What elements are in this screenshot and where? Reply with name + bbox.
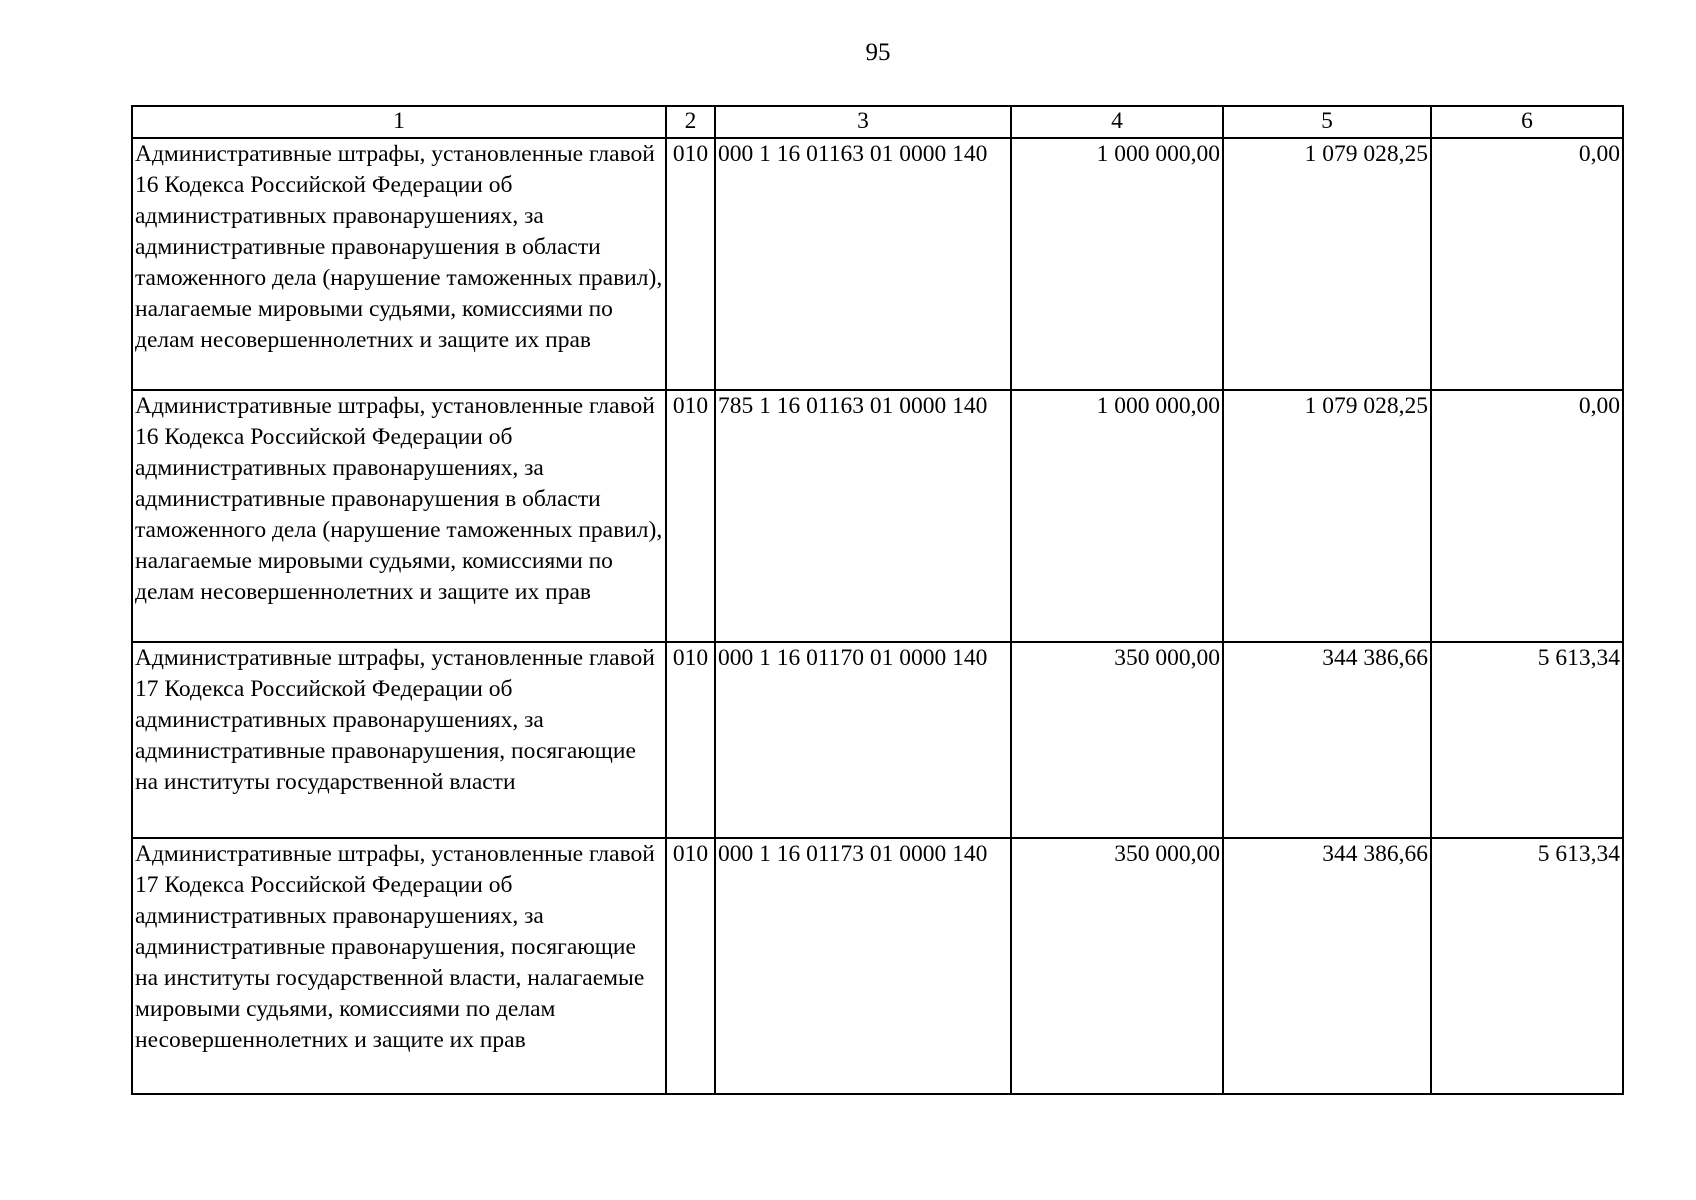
table-row (132, 838, 1623, 1094)
row-admin-code: 010 (666, 838, 715, 1094)
row-budget-code: 000 1 16 01170 01 0000 140 (715, 642, 1011, 838)
column-header-3: 3 (715, 106, 1011, 138)
row-budget-code: 000 1 16 01173 01 0000 140 (715, 838, 1011, 1094)
row-approved-amount: 350 000,00 (1011, 642, 1223, 838)
row-description: Административные штрафы, установленные главой 17 Кодекса Российской Федерации об административных правонарушениях, за административные правонарушения, посягающие на институты государственной власти, налагаемые мировыми судьями, комиссиями по делам несовершеннолетних и защите их прав (132, 838, 666, 1094)
row-executed-amount: 344 386,66 (1223, 642, 1431, 838)
row-executed-amount: 1 079 028,25 (1223, 390, 1431, 642)
column-header-4: 4 (1011, 106, 1223, 138)
row-admin-code: 010 (666, 138, 715, 390)
row-admin-code: 010 (666, 390, 715, 642)
table-row (132, 642, 1623, 838)
row-approved-amount: 1 000 000,00 (1011, 390, 1223, 642)
row-admin-code: 010 (666, 642, 715, 838)
row-description: Административные штрафы, установленные главой 17 Кодекса Российской Федерации об административных правонарушениях, за административные правонарушения, посягающие на институты государственной власти (132, 642, 666, 838)
column-number-row (132, 106, 1623, 138)
row-unexecuted-amount: 5 613,34 (1431, 838, 1623, 1094)
row-budget-code: 785 1 16 01163 01 0000 140 (715, 390, 1011, 642)
table-row (132, 390, 1623, 642)
row-unexecuted-amount: 0,00 (1431, 390, 1623, 642)
column-header-1: 1 (132, 106, 666, 138)
row-description: Административные штрафы, установленные главой 16 Кодекса Российской Федерации об административных правонарушениях, за административные правонарушения в области таможенного дела (нарушение таможенных правил), налагаемые мировыми судьями, комиссиями по делам несовершеннолетних и защите их прав (132, 390, 666, 642)
row-description: Административные штрафы, установленные главой 16 Кодекса Российской Федерации об административных правонарушениях, за административные правонарушения в области таможенного дела (нарушение таможенных правил), налагаемые мировыми судьями, комиссиями по делам несовершеннолетних и защите их прав (132, 138, 666, 390)
row-budget-code: 000 1 16 01163 01 0000 140 (715, 138, 1011, 390)
row-executed-amount: 1 079 028,25 (1223, 138, 1431, 390)
table-row (132, 138, 1623, 390)
column-header-2: 2 (666, 106, 715, 138)
row-approved-amount: 350 000,00 (1011, 838, 1223, 1094)
budget-revenue-table (131, 105, 1624, 1095)
row-approved-amount: 1 000 000,00 (1011, 138, 1223, 390)
page-number: 95 (865, 39, 891, 66)
row-unexecuted-amount: 5 613,34 (1431, 642, 1623, 838)
row-executed-amount: 344 386,66 (1223, 838, 1431, 1094)
row-unexecuted-amount: 0,00 (1431, 138, 1623, 390)
column-header-5: 5 (1223, 106, 1431, 138)
column-header-6: 6 (1431, 106, 1623, 138)
